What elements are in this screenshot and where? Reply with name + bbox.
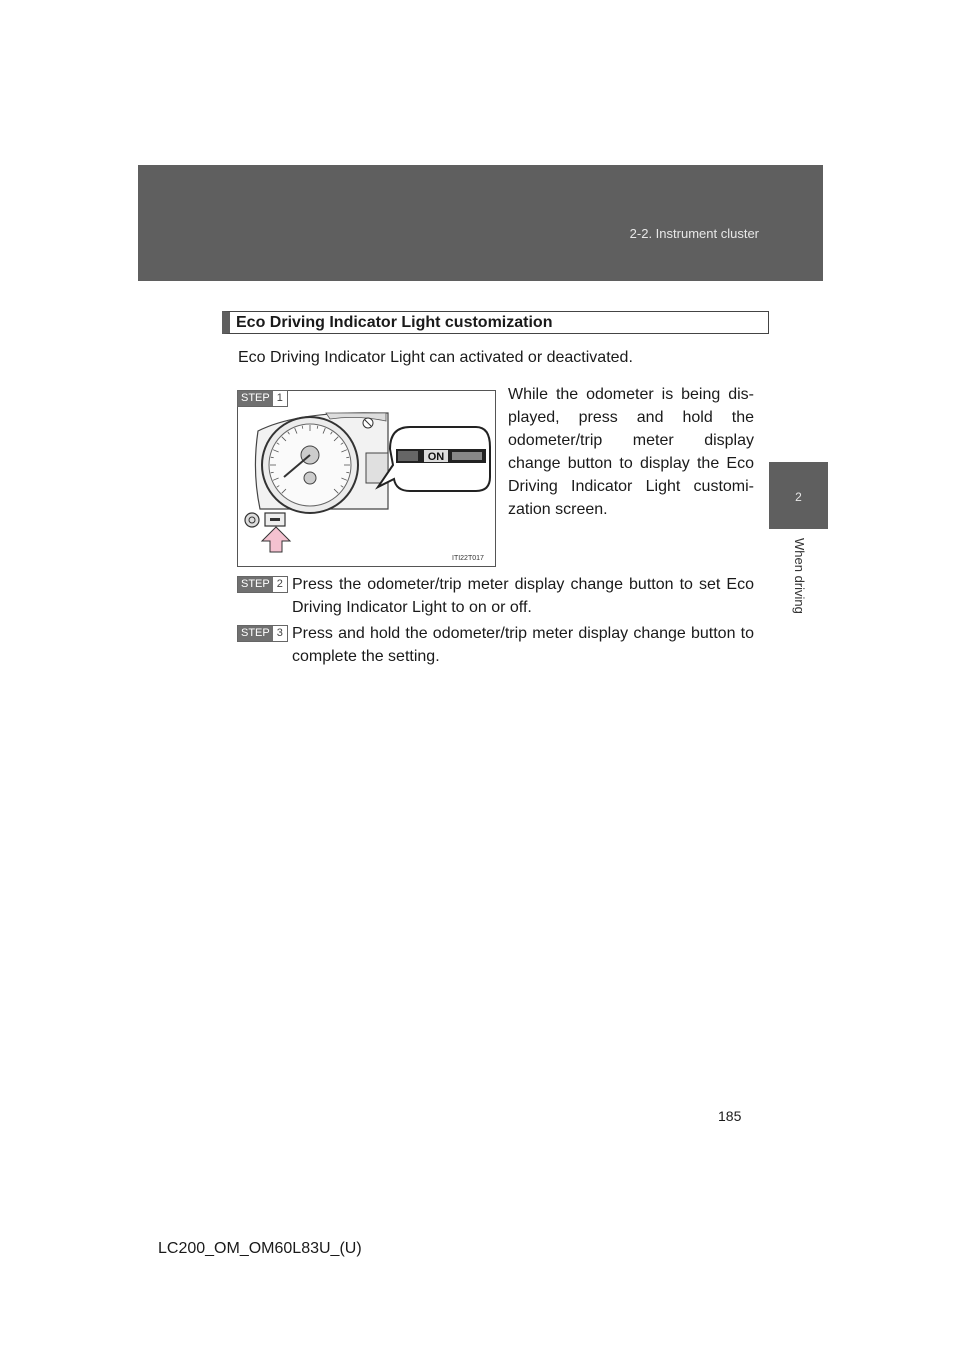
button-round-icon xyxy=(245,513,259,527)
step-word: STEP xyxy=(238,626,273,641)
page-number: 185 xyxy=(718,1108,742,1124)
section-title: Eco Driving Indicator Light customization xyxy=(222,311,769,334)
step-number: 1 xyxy=(276,392,283,404)
cluster-illustration xyxy=(238,391,495,566)
header-band xyxy=(138,165,823,281)
step-3-badge xyxy=(237,625,288,642)
step-number: 3 xyxy=(276,627,283,639)
header-section-title: 2-2. Instrument cluster xyxy=(629,226,759,241)
step-word: STEP xyxy=(238,391,273,406)
intro-paragraph: Eco Driving Indicator Light can activated or deactivated. xyxy=(238,349,633,366)
step-1-text: While the odometer is being dis-played, press and hold the odometer/trip meter display change button to display the Eco Driving Indicator Light customi-zation screen. xyxy=(508,386,754,518)
step-1-badge xyxy=(237,390,288,407)
document-id: LC200_OM_OM60L83U_(U) xyxy=(158,1240,362,1257)
chapter-tab xyxy=(769,462,828,529)
step-3-text: Press and hold the odometer/trip meter display change button to complete the setting. xyxy=(292,625,754,665)
step-number: 2 xyxy=(276,578,283,590)
chapter-label: When driving xyxy=(792,538,807,614)
instrument-cluster-figure xyxy=(237,390,496,567)
step-2-badge xyxy=(237,576,288,593)
figure-code: ITI22T017 xyxy=(452,555,484,562)
press-arrow-icon xyxy=(262,527,290,552)
step-word: STEP xyxy=(238,577,273,592)
step-2-text: Press the odometer/trip meter display change button to set Eco Driving Indicator Light to on or off. xyxy=(292,576,754,616)
chapter-number: 2 xyxy=(795,490,802,504)
display-on-label: ON xyxy=(427,451,445,463)
